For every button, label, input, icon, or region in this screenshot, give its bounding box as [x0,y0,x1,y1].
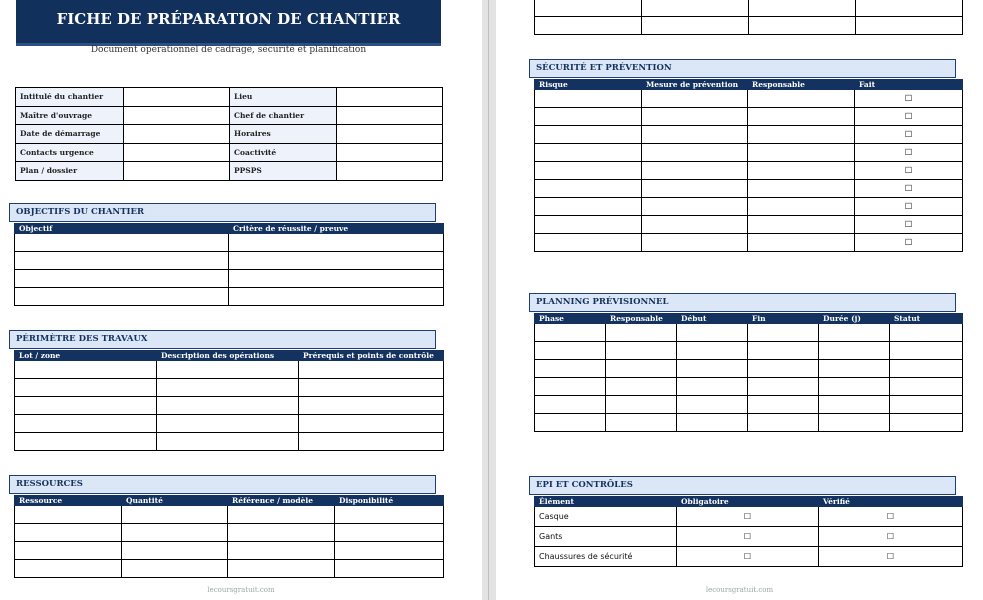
table-cell[interactable] [642,198,748,216]
table-cell[interactable] [535,0,642,17]
table-cell[interactable] [642,90,748,108]
table-cell[interactable] [819,342,890,360]
table-cell[interactable] [819,360,890,378]
table-row [535,17,963,35]
table-cell[interactable] [890,414,963,432]
table-cell[interactable] [15,433,157,451]
checkbox-fait[interactable]: ☐ [855,144,963,162]
table-cell[interactable] [15,361,157,379]
table-cell[interactable] [122,542,228,560]
table-cell[interactable] [299,379,444,397]
column-header: Vérifié [819,497,963,507]
checkbox-obligatoire[interactable]: ☐ [677,507,819,527]
continued-table [534,0,963,35]
table-row [535,90,963,108]
table-cell[interactable] [535,126,642,144]
table-cell[interactable] [677,324,748,342]
table-cell[interactable] [890,342,963,360]
table-cell[interactable] [642,17,749,35]
table-cell[interactable] [606,342,677,360]
checkbox-fait[interactable]: ☐ [855,216,963,234]
table-cell[interactable] [748,180,855,198]
info-value-cell[interactable] [124,106,230,125]
table-row [535,342,963,360]
table-cell[interactable] [642,162,748,180]
info-label: Contacts urgence [16,143,124,162]
table-cell[interactable] [335,506,444,524]
info-value-cell[interactable] [337,143,443,162]
table-cell[interactable] [15,270,229,288]
table-cell[interactable] [677,378,748,396]
epi-item-label: Gants [535,527,677,547]
table-row [535,324,963,342]
checkbox-fait[interactable]: ☐ [855,162,963,180]
table-cell[interactable] [122,506,228,524]
page-left [0,0,482,600]
table-cell[interactable] [606,396,677,414]
table-cell[interactable] [748,162,855,180]
checkbox-fait[interactable]: ☐ [855,126,963,144]
table-cell[interactable] [228,560,335,578]
table-cell[interactable] [819,396,890,414]
table-cell[interactable] [642,108,748,126]
document-subtitle: Document opérationnel de cadrage, sécurité et planification [90,45,367,55]
table-row [15,433,444,451]
table-row [15,234,444,252]
table-row [535,198,963,216]
table-cell[interactable] [606,378,677,396]
table-row [15,270,444,288]
table-cell[interactable] [15,379,157,397]
page-footer: lecoursgratuit.com [705,586,774,594]
table-cell[interactable] [535,198,642,216]
table-cell[interactable] [535,378,606,396]
info-label: PPSPS [230,162,337,181]
info-row [16,88,443,107]
table-row [15,288,444,306]
table-cell[interactable] [299,415,444,433]
page-footer: lecoursgratuit.com [207,586,275,594]
checkbox-fait[interactable]: ☐ [855,180,963,198]
table-cell[interactable] [748,414,819,432]
info-value-cell[interactable] [124,88,230,107]
table-cell[interactable] [748,324,819,342]
checkbox-fait[interactable]: ☐ [855,108,963,126]
table-cell[interactable] [229,252,444,270]
table-row [535,360,963,378]
table-cell[interactable] [15,252,229,270]
table-cell[interactable] [748,216,855,234]
table-cell[interactable] [748,378,819,396]
column-header: Fait [855,80,963,90]
table-cell[interactable] [122,524,228,542]
column-header: Responsable [606,314,677,324]
table-cell[interactable] [157,397,299,415]
table-cell[interactable] [642,216,748,234]
table-cell[interactable] [606,324,677,342]
table-cell[interactable] [856,17,963,35]
checkbox-obligatoire[interactable]: ☐ [677,547,819,567]
table-row [535,507,963,527]
table-cell[interactable] [15,524,122,542]
info-value-cell[interactable] [337,106,443,125]
table-cell[interactable] [642,0,749,17]
table-cell[interactable] [819,414,890,432]
table-cell[interactable] [335,542,444,560]
table-cell[interactable] [335,560,444,578]
table-row [15,542,444,560]
table-cell[interactable] [15,560,122,578]
table-row [15,506,444,524]
info-label: Maître d'ouvrage [16,106,124,125]
table-cell[interactable] [535,90,642,108]
table-cell[interactable] [15,288,229,306]
table-cell[interactable] [122,560,228,578]
table-row [15,524,444,542]
checkbox-verifie[interactable]: ☐ [819,527,963,547]
section-title-ressources: RESSOURCES [9,475,436,494]
column-header: Mesure de prévention [642,80,748,90]
table-cell[interactable] [299,397,444,415]
table-cell[interactable] [642,234,748,252]
table-cell[interactable] [677,360,748,378]
column-header: Fin [748,314,819,324]
table-cell[interactable] [15,415,157,433]
table-cell[interactable] [890,324,963,342]
table-cell[interactable] [748,360,819,378]
epi-table [534,496,963,567]
table-row [535,234,963,252]
table-cell[interactable] [819,324,890,342]
info-label: Chef de chantier [230,106,337,125]
objectifs-table [14,223,444,306]
table-cell[interactable] [15,397,157,415]
table-cell[interactable] [748,396,819,414]
table-cell[interactable] [535,180,642,198]
table-cell[interactable] [157,433,299,451]
checkbox-fait[interactable]: ☐ [855,90,963,108]
info-value-cell[interactable] [124,162,230,181]
section-title-perimetre: PÉRIMÈTRE DES TRAVAUX [9,330,436,349]
table-row [535,162,963,180]
table-cell[interactable] [157,361,299,379]
table-cell[interactable] [890,360,963,378]
section-title-objectifs: OBJECTIFS DU CHANTIER [9,203,436,222]
info-value-cell[interactable] [337,125,443,144]
table-cell[interactable] [748,126,855,144]
table-cell[interactable] [15,234,229,252]
table-cell[interactable] [535,342,606,360]
ressources-table [14,495,444,578]
table-cell[interactable] [229,234,444,252]
info-label: Date de démarrage [16,125,124,144]
table-cell[interactable] [299,433,444,451]
column-header: Durée (j) [819,314,890,324]
checkbox-fait[interactable]: ☐ [855,234,963,252]
column-header: Risque [535,80,642,90]
info-row [16,143,443,162]
table-cell[interactable] [15,506,122,524]
table-cell[interactable] [535,216,642,234]
table-cell[interactable] [677,396,748,414]
table-cell[interactable] [229,288,444,306]
page-divider [482,0,496,600]
table-row [15,252,444,270]
securite-table [534,79,963,252]
table-cell[interactable] [157,379,299,397]
column-header: Obligatoire [677,497,819,507]
table-row [15,397,444,415]
column-header: Disponibilité [335,496,444,506]
info-label: Intitulé du chantier [16,88,124,107]
section-title-planning: PLANNING PRÉVISIONNEL [529,293,956,312]
table-cell[interactable] [157,415,299,433]
table-row [535,547,963,567]
column-header: Ressource [15,496,122,506]
column-header: Référence / modèle [228,496,335,506]
epi-item-label: Chaussures de sécurité [535,547,677,567]
table-cell[interactable] [228,506,335,524]
info-label: Plan / dossier [16,162,124,181]
column-header: Critère de réussite / preuve [229,224,444,234]
table-cell[interactable] [748,342,819,360]
table-cell[interactable] [535,396,606,414]
info-row [16,106,443,125]
info-value-cell[interactable] [124,125,230,144]
table-cell[interactable] [606,414,677,432]
checkbox-fait[interactable]: ☐ [855,198,963,216]
checkbox-verifie[interactable]: ☐ [819,547,963,567]
table-cell[interactable] [748,198,855,216]
checkbox-verifie[interactable]: ☐ [819,507,963,527]
table-cell[interactable] [748,234,855,252]
section-title-epi: EPI ET CONTRÔLES [529,476,956,495]
table-cell[interactable] [677,414,748,432]
section-title-securite: SÉCURITÉ ET PRÉVENTION [529,59,956,78]
table-cell[interactable] [890,378,963,396]
table-row [535,414,963,432]
info-row [16,162,443,181]
table-row [15,379,444,397]
table-cell[interactable] [229,270,444,288]
column-header: Phase [535,314,606,324]
column-header: Responsable [748,80,855,90]
table-cell[interactable] [606,360,677,378]
table-row [15,361,444,379]
table-row [535,180,963,198]
table-cell[interactable] [748,108,855,126]
table-cell[interactable] [677,342,748,360]
table-cell[interactable] [819,378,890,396]
table-cell[interactable] [535,324,606,342]
column-header: Description des opérations [157,351,299,361]
table-cell[interactable] [335,524,444,542]
table-cell[interactable] [856,0,963,17]
info-value-cell[interactable] [337,162,443,181]
table-cell[interactable] [299,361,444,379]
checkbox-obligatoire[interactable]: ☐ [677,527,819,547]
epi-item-label: Casque [535,507,677,527]
table-cell[interactable] [535,360,606,378]
column-header: Début [677,314,748,324]
table-row [535,216,963,234]
column-header: Objectif [15,224,229,234]
info-row [16,125,443,144]
table-row [15,560,444,578]
table-row [535,144,963,162]
table-cell[interactable] [748,90,855,108]
info-label: Coactivité [230,143,337,162]
table-row [535,378,963,396]
document-title: FICHE DE PRÉPARATION DE CHANTIER [16,0,441,46]
table-row [535,396,963,414]
table-row [535,126,963,144]
info-label: Lieu [230,88,337,107]
table-cell[interactable] [748,144,855,162]
table-cell[interactable] [228,542,335,560]
table-cell[interactable] [642,180,748,198]
table-cell[interactable] [642,126,748,144]
planning-table [534,313,963,432]
table-cell[interactable] [535,17,642,35]
column-header: Lot / zone [15,351,157,361]
table-cell[interactable] [749,0,856,17]
table-cell[interactable] [228,524,335,542]
column-header: Élément [535,497,677,507]
table-cell[interactable] [535,234,642,252]
page-right [496,0,983,600]
table-cell[interactable] [15,542,122,560]
info-table [15,87,443,181]
table-cell[interactable] [535,414,606,432]
info-value-cell[interactable] [124,143,230,162]
table-cell[interactable] [749,17,856,35]
table-cell[interactable] [535,162,642,180]
column-header: Quantité [122,496,228,506]
table-row [15,415,444,433]
table-cell[interactable] [890,396,963,414]
table-cell[interactable] [642,144,748,162]
info-label: Horaires [230,125,337,144]
info-value-cell[interactable] [337,88,443,107]
table-row [535,527,963,547]
table-cell[interactable] [535,108,642,126]
column-header: Statut [890,314,963,324]
table-row [535,0,963,17]
column-header: Prérequis et points de contrôle [299,351,444,361]
table-cell[interactable] [535,144,642,162]
perimetre-table [14,350,444,451]
table-row [535,108,963,126]
